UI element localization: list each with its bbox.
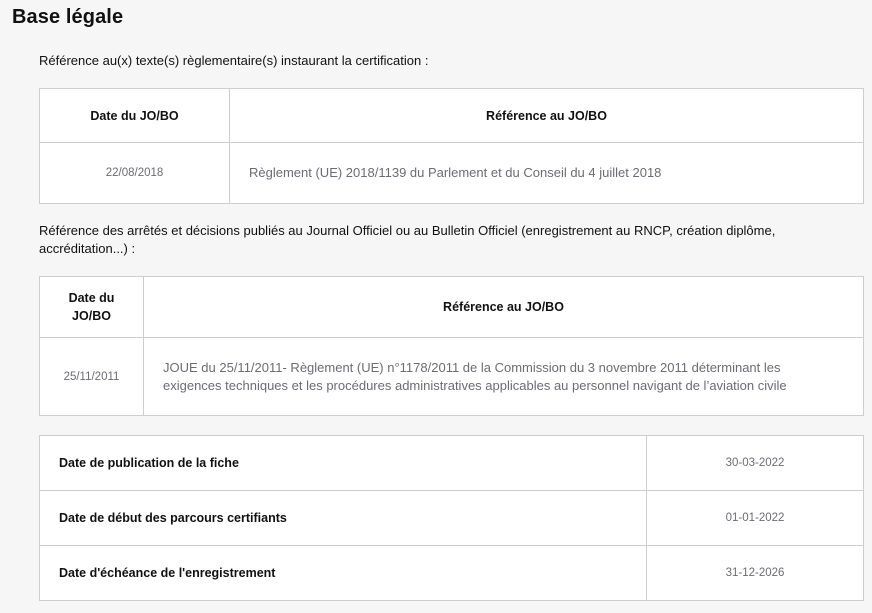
date-cell: 25/11/2011	[40, 338, 144, 416]
regulatory-texts-table	[39, 88, 864, 204]
regulatory-texts-intro: Référence au(x) texte(s) règlementaire(s) instaurant la certification :	[39, 53, 429, 68]
expiry-date-label: Date d'échéance de l'enregistrement	[40, 546, 647, 601]
table-row	[40, 338, 864, 416]
date-cell: 22/08/2018	[40, 143, 230, 204]
certification-dates-table	[39, 435, 864, 601]
table-row	[40, 143, 864, 204]
date-column-header: Date du JO/BO	[40, 89, 230, 143]
table-row	[40, 436, 864, 491]
official-decisions-intro: Référence des arrêtés et décisions publiés au Journal Officiel ou au Bulletin Officiel (enregistrement au RNCP, création diplôme, accréditation...) :	[39, 223, 776, 256]
reference-cell: Règlement (UE) 2018/1139 du Parlement et du Conseil du 4 juillet 2018	[230, 143, 864, 204]
expiry-date-value: 31-12-2026	[647, 546, 864, 601]
reference-cell: JOUE du 25/11/2011- Règlement (UE) n°1178/2011 de la Commission du 3 novembre 2011 déterminant les exigences techniques et les procédures administratives applicables au personnel navigant de l’aviation civile	[144, 338, 864, 416]
publication-date-value: 30-03-2022	[647, 436, 864, 491]
table-header-row	[40, 277, 864, 338]
reference-column-header: Référence au JO/BO	[144, 277, 864, 338]
start-date-value: 01-01-2022	[647, 491, 864, 546]
publication-date-label: Date de publication de la fiche	[40, 436, 647, 491]
table-row	[40, 491, 864, 546]
date-column-header: Date du JO/BO	[40, 277, 144, 338]
table-header-row	[40, 89, 864, 143]
table-row	[40, 546, 864, 601]
start-date-label: Date de début des parcours certifiants	[40, 491, 647, 546]
official-decisions-table	[39, 276, 864, 416]
page-title: Base légale	[12, 6, 124, 28]
reference-column-header: Référence au JO/BO	[230, 89, 864, 143]
